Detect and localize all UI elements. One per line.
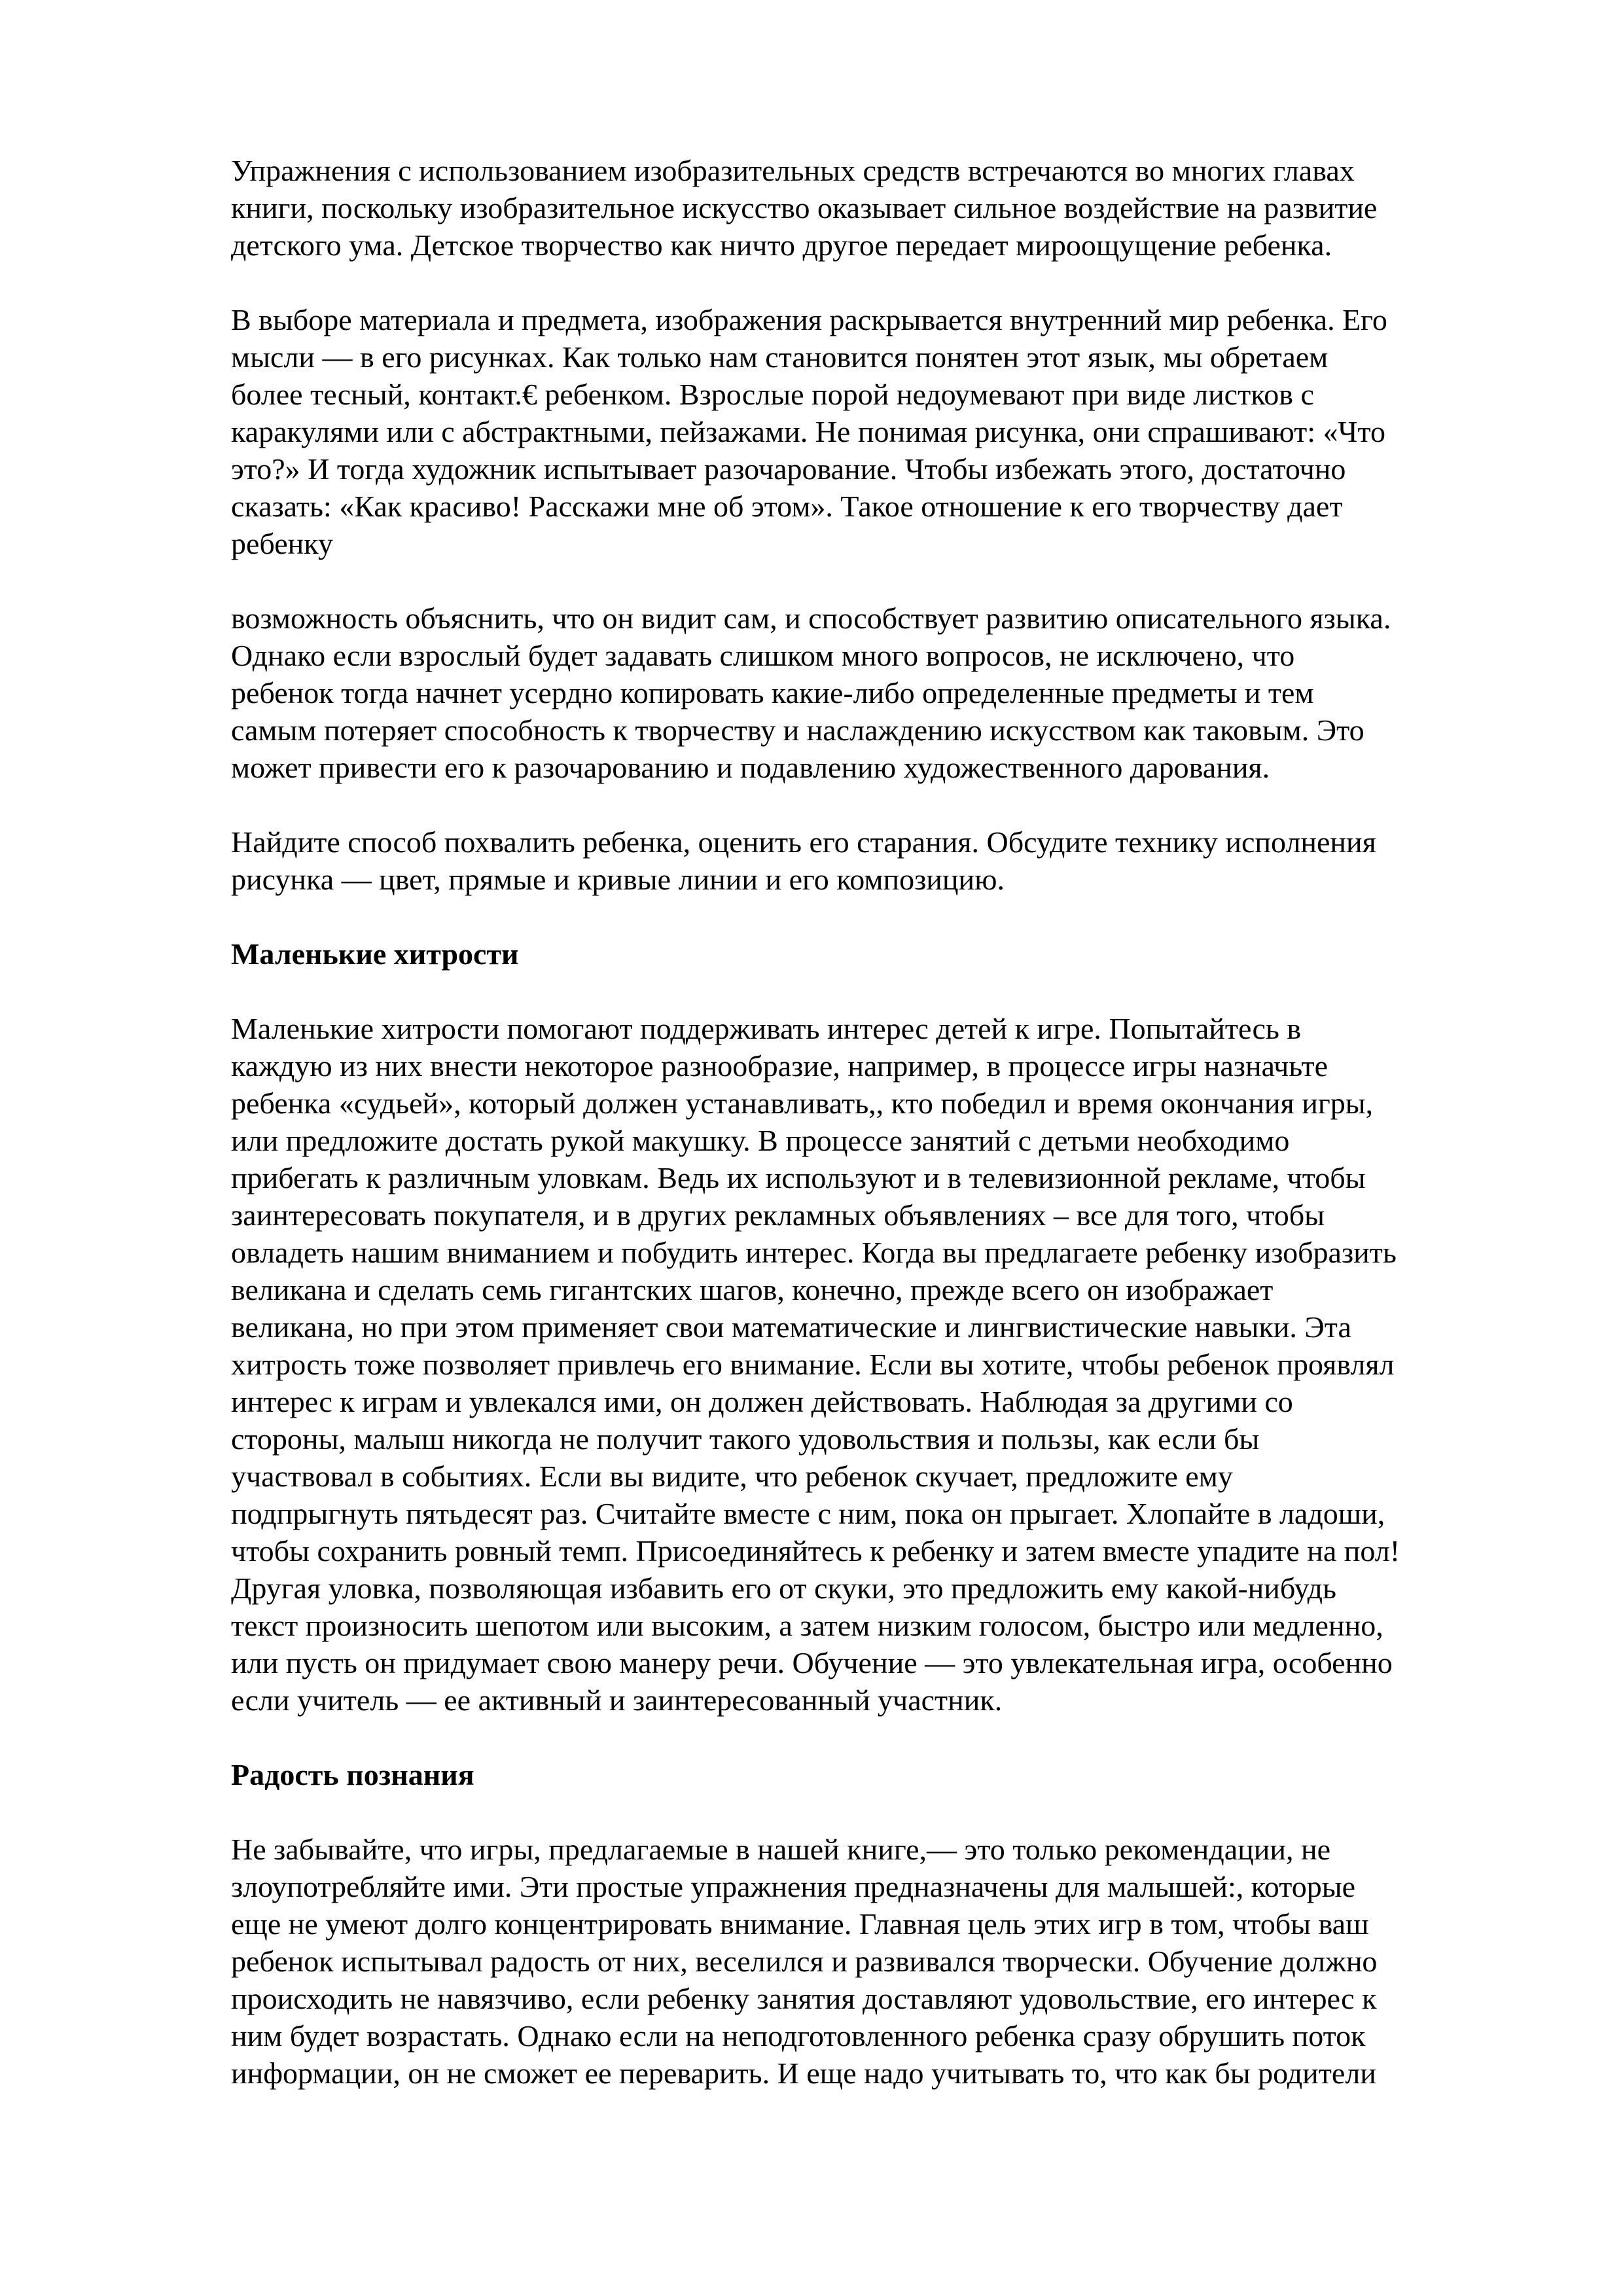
- paragraph-descriptive-language: возможность объяснить, что он видит сам, и способствует развитию описательного языка. Однако если взрослый будет задавать слишком много вопросов, не исключено, что ребенок тогда начнет усердно копировать какие-либо определенные предметы и тем самым потеряет способность к творчеству и наслаждению искусством как таковым. Это может привести его к разочарованию и подавлению художественного дарования.: [231, 601, 1391, 784]
- heading-little-tricks: Маленькие хитрости: [231, 937, 519, 971]
- paragraph-child-inner-world: В выборе материала и предмета, изображения раскрывается внутренний мир ребенка. Его мысли — в его рисунках. Как только нам становится понятен этот язык, мы обретаем более тесный, контакт.€ ребенком. Взрослые порой недоумевают при виде листков с каракулями или с абстрактными, пейзажами. Не понимая рисунка, они спрашивают: «Что это?» И тогда художник испытывает разочарование. Чтобы избежать этого, достаточно сказать: «Как красиво! Расскажи мне об этом». Такое отношение к его творчеству дает ребенку: [231, 303, 1387, 560]
- paragraph-visual-arts: Упражнения с использованием изобразительных средств встречаются во многих главах книги, поскольку изобразительное искусство оказывает сильное воздействие на развитие детского ума. Детское творчество как ничто другое передает мироощущение ребенка.: [231, 154, 1378, 262]
- paragraph-praise-child: Найдите способ похвалить ребенка, оценить его старания. Обсудите технику исполнения рисунка — цвет, прямые и кривые линии и его композицию.: [231, 825, 1376, 896]
- document-body: [231, 152, 1507, 2092]
- paragraph-joy-of-learning: Не забывайте, что игры, предлагаемые в нашей книге,— это только рекомендации, не злоупотребляйте ими. Эти простые упражнения предназначены для малышей:, которые еще не умеют долго концентрировать внимание. Главная цель этих игр в том, чтобы ваш ребенок испытывал радость от них, веселился и развивался творчески. Обучение должно происходить не навязчиво, если ребенку занятия доставляют удовольствие, его интерес к ним будет возрастать. Однако если на неподготовленного ребенка сразу обрушить поток информации, он не сможет ее переварить. И еще надо учитывать то, что как бы родители: [231, 1833, 1378, 2090]
- heading-joy-of-learning: Радость познания: [231, 1758, 474, 1791]
- paragraph-little-tricks: Маленькие хитрости помогают поддерживать интерес детей к игре. Попытайтесь в каждую из них внести некоторое разнообразие, например, в процессе игры назначьте ребенка «судьей», который должен устанавливать,, кто победил и время окончания игры, или предложите достать рукой макушку. В процессе занятий с детьми необходимо прибегать к различным уловкам. Ведь их используют и в телевизионной рекламе, чтобы заинтересовать покупателя, и в других рекламных объявлениях – все для того, чтобы овладеть нашим вниманием и побудить интерес. Когда вы предлагаете ребенку изобразить великана и сделать семь гигантских шагов, конечно, прежде всего он изображает великана, но при этом применяет свои математические и лингвистические навыки. Эта хитрость тоже позволяет привлечь его внимание. Если вы хотите, чтобы ребенок проявлял интерес к играм и увлекался ими, он должен действовать. Наблюдая за другими со стороны, малыш никогда не получит такого удовольствия и пользы, как если бы участвовал в событиях. Если вы видите, что ребенок скучает, предложите ему подпрыгнуть пятьдесят раз. Считайте вместе с ним, пока он прыгает. Хлопайте в ладоши, чтобы сохранить ровный темп. Присоединяйтесь к ребенку и затем вместе упадите на пол! Другая уловка, позволяющая избавить его от скуки, это предложить ему какой-нибудь текст произносить шепотом или высоким, а затем низким голосом, быстро или медленно, или пусть он придумает свою манеру речи. Обучение — это увлекательная игра, особенно если учитель — ее активный и заинтересованный участник.: [231, 1012, 1400, 1717]
